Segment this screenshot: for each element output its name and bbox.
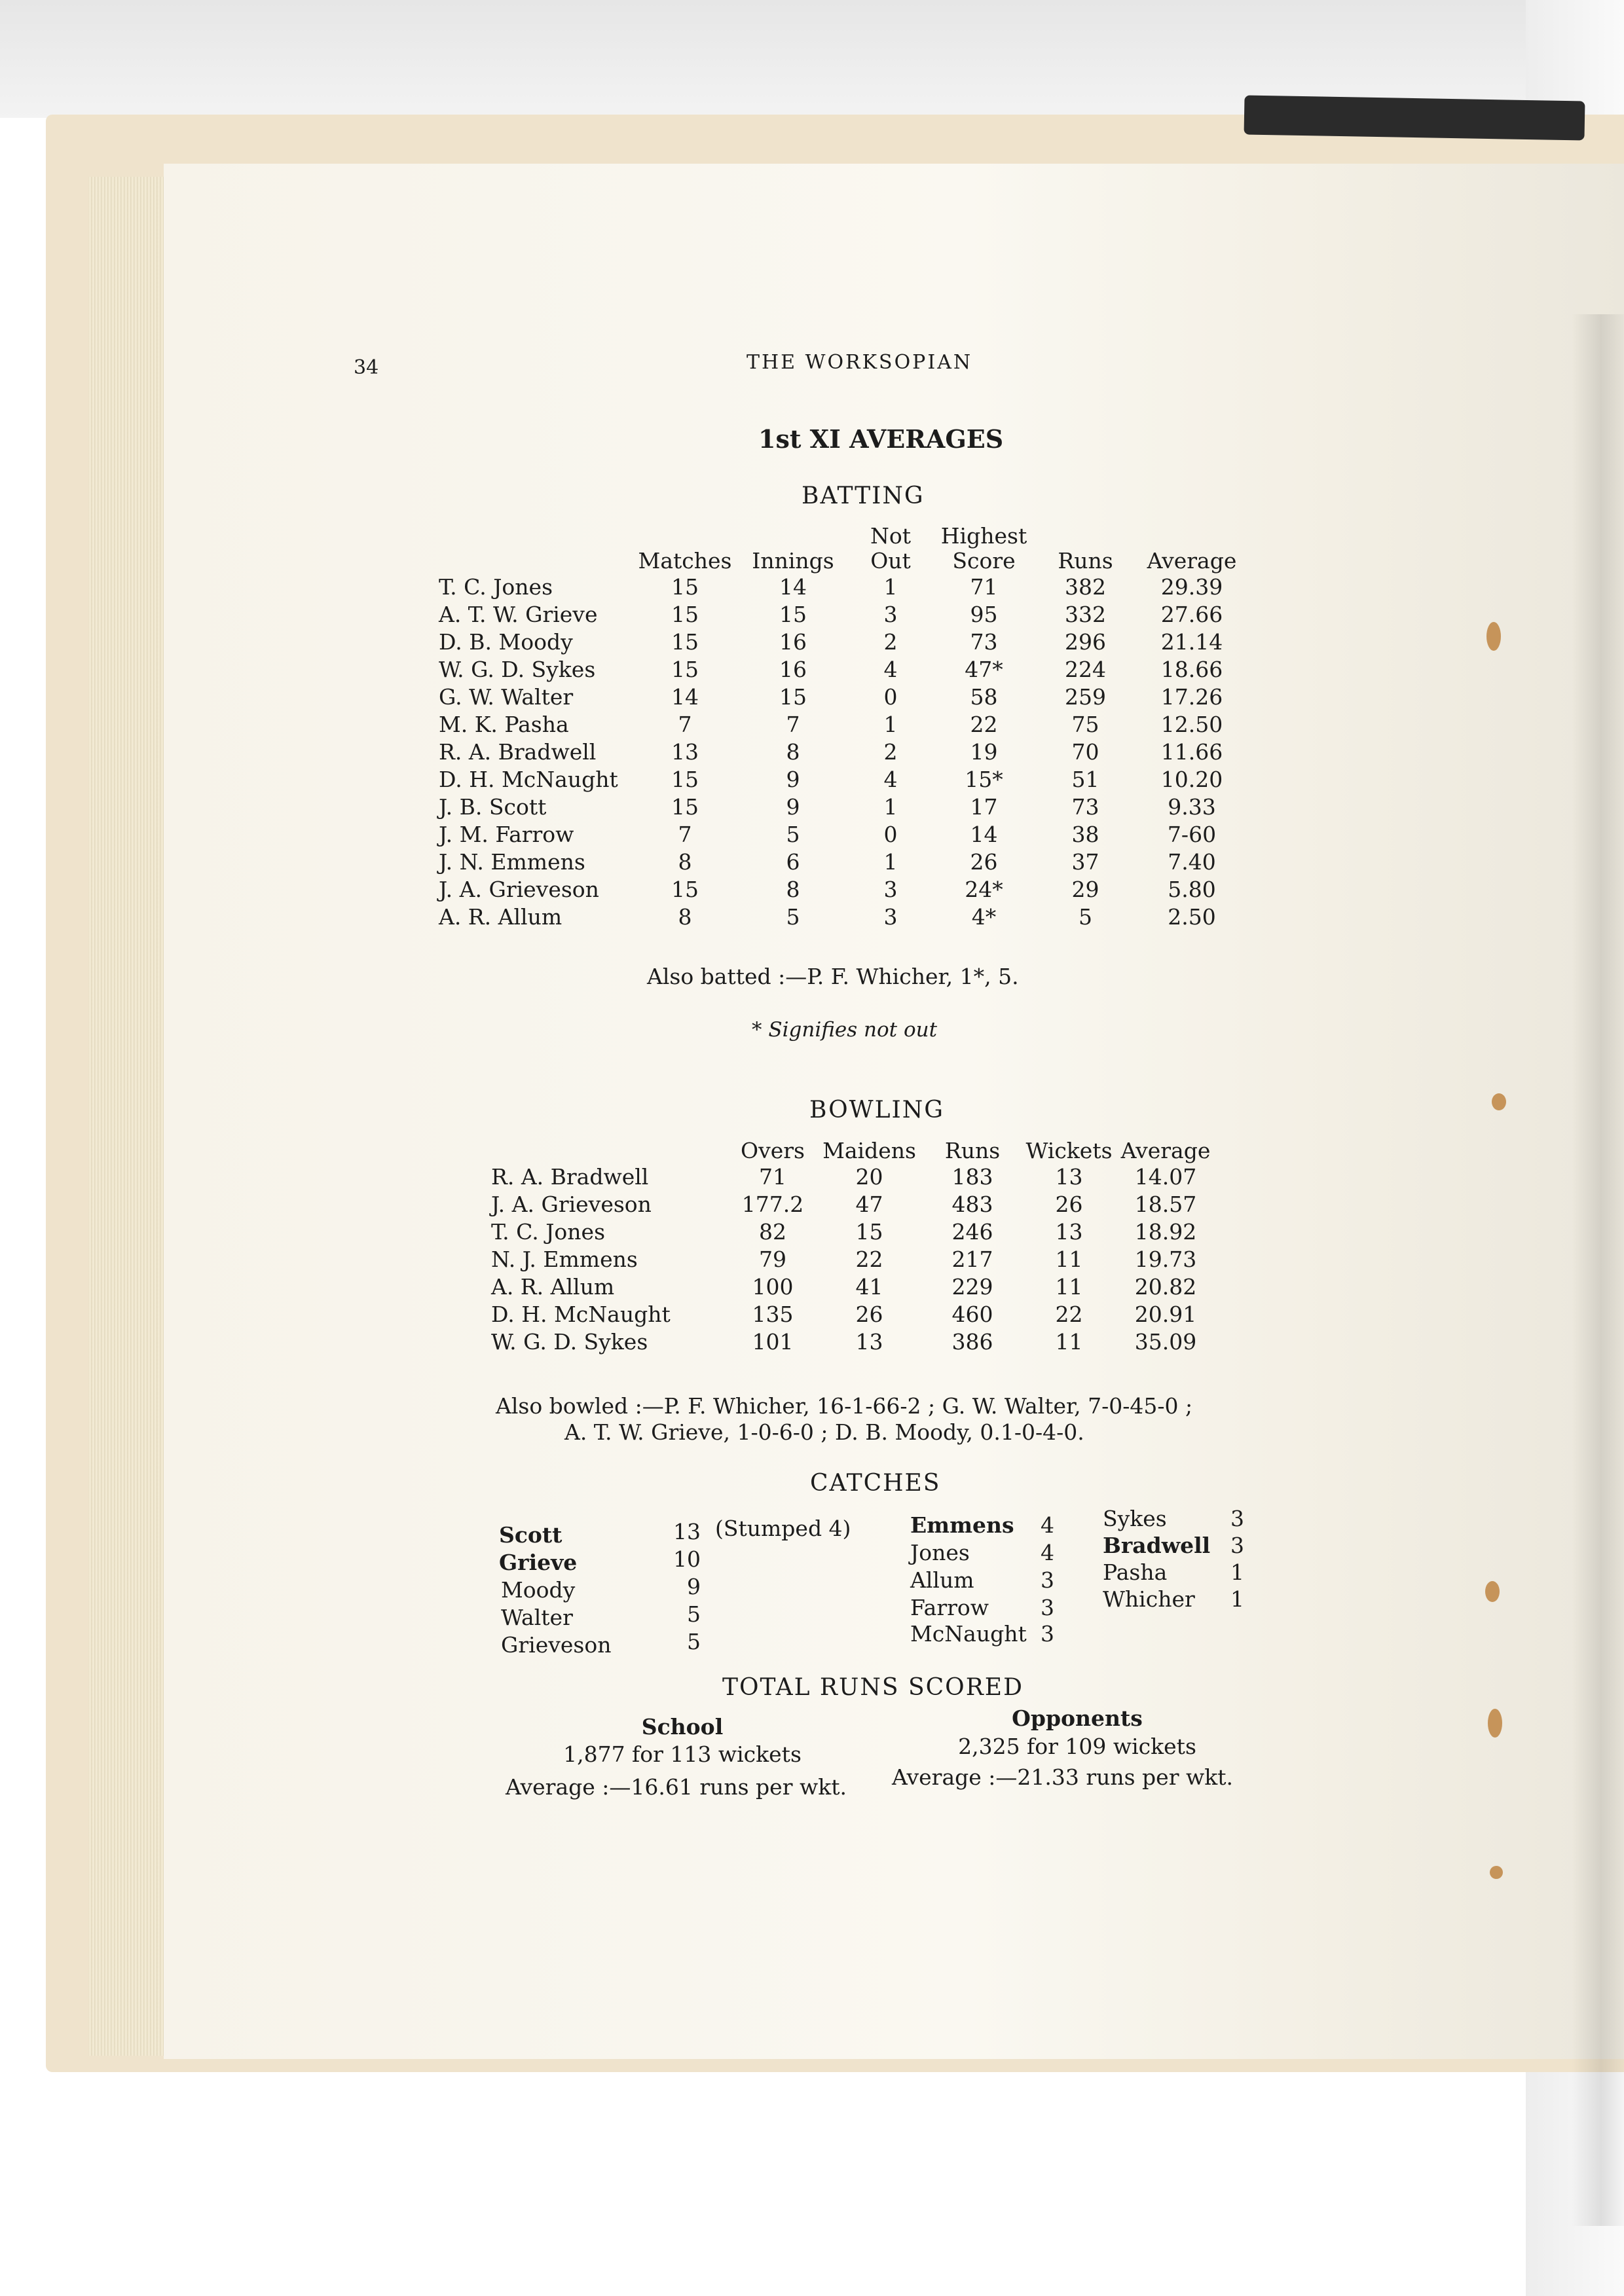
runs-cell: 246 <box>951 1219 993 1245</box>
catch-count: 3 <box>1041 1595 1054 1620</box>
batting-heading: BATTING <box>802 483 925 509</box>
average-cell: 20.91 <box>1134 1302 1197 1327</box>
col-maidens: Maidens <box>822 1138 916 1163</box>
table-row <box>491 1191 1211 1218</box>
also-batted-note: Also batted :—P. F. Whicher, 1*, 5. <box>647 964 1019 989</box>
col-highest-score: Highest Score <box>940 523 1027 574</box>
not-out-cell: 3 <box>883 904 898 930</box>
highest-cell: 14 <box>970 822 998 847</box>
average-cell: 18.92 <box>1134 1219 1197 1245</box>
player-name: T. C. Jones <box>491 1219 606 1245</box>
maidens-cell: 47 <box>855 1192 883 1217</box>
highest-cell: 58 <box>970 684 998 710</box>
player-name: T. C. Jones <box>439 574 553 600</box>
runs-cell: 5 <box>1079 904 1092 930</box>
catcher-name: McNaught <box>910 1621 1027 1647</box>
total-runs-heading: TOTAL RUNS SCORED <box>722 1674 1024 1701</box>
average-cell: 5.80 <box>1168 877 1216 902</box>
highest-cell: 22 <box>970 712 998 737</box>
overs-cell: 101 <box>752 1329 794 1355</box>
player-name: G. W. Walter <box>439 684 574 710</box>
player-name: A. R. Allum <box>491 1274 615 1300</box>
player-name: W. G. D. Sykes <box>439 657 596 682</box>
runs-cell: 29 <box>1071 877 1099 902</box>
col-runs: Runs <box>944 1138 1001 1163</box>
catch-count: 13 <box>673 1519 701 1544</box>
catcher-name: Sykes <box>1103 1506 1167 1531</box>
highest-cell: 71 <box>970 574 998 600</box>
not-out-cell: 4 <box>883 767 898 792</box>
runs-cell: 38 <box>1071 822 1099 847</box>
catcher-name: Jones <box>910 1540 970 1565</box>
not-out-cell: 4 <box>883 657 898 682</box>
school-runs: 1,877 for 113 wickets <box>563 1741 802 1767</box>
highest-cell: 17 <box>970 794 998 820</box>
runs-cell: 229 <box>951 1274 993 1300</box>
player-name: J. M. Farrow <box>439 822 574 847</box>
table-row <box>439 601 1251 629</box>
table-row <box>491 1246 1211 1273</box>
highest-cell: 4* <box>971 904 997 930</box>
player-name: D. H. McNaught <box>491 1302 671 1327</box>
col-matches: Matches <box>638 548 732 574</box>
page-title: 1st XI AVERAGES <box>758 424 1004 454</box>
catches-heading: CATCHES <box>810 1470 941 1497</box>
runs-cell: 259 <box>1065 684 1106 710</box>
bowling-table <box>491 1136 1211 1356</box>
average-cell: 19.73 <box>1134 1247 1197 1272</box>
table-row <box>439 876 1251 903</box>
average-cell: 2.50 <box>1168 904 1216 930</box>
table-row <box>491 1163 1211 1191</box>
overs-cell: 135 <box>752 1302 794 1327</box>
table-row <box>491 1273 1211 1301</box>
catcher-name: Scott <box>499 1522 563 1548</box>
opponents-label: Opponents <box>1012 1705 1143 1731</box>
matches-cell: 15 <box>671 602 699 627</box>
catch-count: 3 <box>1041 1621 1054 1647</box>
player-name: R. A. Bradwell <box>439 739 597 765</box>
innings-cell: 7 <box>786 712 800 737</box>
catch-count: 3 <box>1230 1506 1244 1531</box>
innings-cell: 9 <box>786 767 800 792</box>
player-name: J. A. Grieveson <box>491 1192 652 1217</box>
player-name: W. G. D. Sykes <box>491 1329 648 1355</box>
matches-cell: 15 <box>671 767 699 792</box>
matches-cell: 15 <box>671 574 699 600</box>
average-cell: 29.39 <box>1160 574 1223 600</box>
catcher-name: Pasha <box>1103 1559 1168 1585</box>
highest-cell: 95 <box>970 602 998 627</box>
innings-cell: 6 <box>786 849 800 875</box>
matches-cell: 8 <box>678 849 692 875</box>
player-name: J. B. Scott <box>439 794 547 820</box>
table-row <box>439 683 1251 711</box>
school-label: School <box>641 1714 724 1740</box>
catcher-name: Bradwell <box>1103 1533 1211 1558</box>
average-cell: 18.66 <box>1160 657 1223 682</box>
catch-count: 5 <box>687 1601 701 1627</box>
catch-count: 4 <box>1041 1512 1054 1538</box>
catcher-name: Allum <box>910 1567 974 1593</box>
average-cell: 21.14 <box>1160 629 1223 655</box>
maidens-cell: 13 <box>855 1329 883 1355</box>
highest-cell: 47* <box>965 657 1003 682</box>
table-row <box>491 1218 1211 1246</box>
player-name: D. H. McNaught <box>439 767 618 792</box>
wickets-cell: 22 <box>1055 1302 1083 1327</box>
runs-cell: 460 <box>951 1302 993 1327</box>
innings-cell: 5 <box>786 904 800 930</box>
catcher-name: Moody <box>501 1577 576 1603</box>
wickets-cell: 13 <box>1055 1164 1083 1190</box>
average-cell: 12.50 <box>1160 712 1223 737</box>
col-not-out: Not Out <box>870 523 911 574</box>
not-out-cell: 0 <box>883 684 898 710</box>
not-out-cell: 3 <box>883 877 898 902</box>
batting-table <box>439 524 1251 931</box>
wickets-cell: 11 <box>1055 1274 1083 1300</box>
opponents-runs: 2,325 for 109 wickets <box>958 1734 1196 1759</box>
wickets-cell: 13 <box>1055 1219 1083 1245</box>
average-cell: 11.66 <box>1160 739 1223 765</box>
average-cell: 9.33 <box>1168 794 1216 820</box>
matches-cell: 8 <box>678 904 692 930</box>
average-cell: 27.66 <box>1160 602 1223 627</box>
innings-cell: 15 <box>779 602 807 627</box>
col-innings: Innings <box>752 548 834 574</box>
wickets-cell: 11 <box>1055 1329 1083 1355</box>
also-bowled-line-1: Also bowled :—P. F. Whicher, 16-1-66-2 ; G. W. Walter, 7-0-45-0 ; <box>496 1393 1193 1419</box>
catch-count: 1 <box>1230 1559 1244 1585</box>
average-cell: 20.82 <box>1134 1274 1197 1300</box>
publication-title: THE WORKSOPIAN <box>747 351 973 374</box>
wickets-cell: 26 <box>1055 1192 1083 1217</box>
table-row <box>439 821 1251 848</box>
runs-cell: 75 <box>1071 712 1099 737</box>
not-out-cell: 1 <box>883 794 898 820</box>
runs-cell: 73 <box>1071 794 1099 820</box>
catch-count: 4 <box>1041 1540 1054 1565</box>
overs-cell: 177.2 <box>741 1192 804 1217</box>
foxing-stain <box>1490 1866 1503 1879</box>
runs-cell: 70 <box>1071 739 1099 765</box>
table-row <box>439 656 1251 683</box>
catch-count: 1 <box>1230 1586 1244 1612</box>
maidens-cell: 20 <box>855 1164 883 1190</box>
average-cell: 18.57 <box>1134 1192 1197 1217</box>
player-name: A. R. Allum <box>439 904 563 930</box>
table-row <box>439 738 1251 766</box>
not-out-cell: 2 <box>883 739 898 765</box>
catch-count: 3 <box>1230 1533 1244 1558</box>
not-out-cell: 1 <box>883 712 898 737</box>
matches-cell: 15 <box>671 629 699 655</box>
catcher-name: Farrow <box>910 1595 989 1620</box>
catcher-name: Whicher <box>1103 1586 1195 1612</box>
page-stack-edge <box>88 177 167 2056</box>
highest-cell: 24* <box>965 877 1003 902</box>
table-row <box>439 903 1251 931</box>
wickets-cell: 11 <box>1055 1247 1083 1272</box>
average-cell: 7.40 <box>1168 849 1216 875</box>
runs-cell: 483 <box>951 1192 993 1217</box>
not-out-cell: 3 <box>883 602 898 627</box>
runs-cell: 37 <box>1071 849 1099 875</box>
col-average: Average <box>1120 1138 1211 1163</box>
overs-cell: 71 <box>759 1164 786 1190</box>
highest-cell: 15* <box>965 767 1003 792</box>
opponents-average: Average :—21.33 runs per wkt. <box>892 1764 1233 1790</box>
school-average: Average :—16.61 runs per wkt. <box>506 1774 847 1800</box>
not-out-footnote: * Signifies not out <box>752 1018 938 1042</box>
catcher-name: Walter <box>501 1605 573 1630</box>
runs-cell: 382 <box>1065 574 1106 600</box>
innings-cell: 16 <box>779 657 807 682</box>
not-out-cell: 0 <box>883 822 898 847</box>
maidens-cell: 15 <box>855 1219 883 1245</box>
table-row <box>491 1301 1211 1328</box>
matches-cell: 7 <box>678 822 692 847</box>
player-name: J. N. Emmens <box>439 849 585 875</box>
average-cell: 7-60 <box>1167 822 1217 847</box>
also-bowled-line-2: A. T. W. Grieve, 1-0-6-0 ; D. B. Moody, 0.1-0-4-0. <box>564 1419 1084 1445</box>
bowling-heading: BOWLING <box>809 1097 945 1123</box>
overs-cell: 79 <box>759 1247 786 1272</box>
book-cover-edge <box>1244 95 1585 140</box>
stumped-note: (Stumped 4) <box>715 1516 851 1541</box>
innings-cell: 16 <box>779 629 807 655</box>
average-cell: 35.09 <box>1134 1329 1197 1355</box>
page-number: 34 <box>354 356 379 379</box>
table-row <box>439 711 1251 738</box>
foxing-stain <box>1492 1093 1506 1110</box>
player-name: M. K. Pasha <box>439 712 569 737</box>
foxing-stain <box>1485 1581 1500 1602</box>
overs-cell: 82 <box>759 1219 786 1245</box>
foxing-stain <box>1486 622 1501 651</box>
average-cell: 10.20 <box>1160 767 1223 792</box>
player-name: R. A. Bradwell <box>491 1164 649 1190</box>
matches-cell: 7 <box>678 712 692 737</box>
highest-cell: 73 <box>970 629 998 655</box>
table-row <box>491 1328 1211 1356</box>
overs-cell: 100 <box>752 1274 794 1300</box>
col-overs: Overs <box>741 1138 805 1163</box>
maidens-cell: 41 <box>855 1274 883 1300</box>
player-name: A. T. W. Grieve <box>439 602 598 627</box>
player-name: N. J. Emmens <box>491 1247 638 1272</box>
catch-count: 3 <box>1041 1567 1054 1593</box>
table-row <box>439 766 1251 793</box>
innings-cell: 5 <box>786 822 800 847</box>
table-row <box>439 848 1251 876</box>
catch-count: 10 <box>673 1546 701 1572</box>
maidens-cell: 26 <box>855 1302 883 1327</box>
col-runs: Runs <box>1058 548 1113 574</box>
table-row <box>439 793 1251 821</box>
catcher-name: Grieveson <box>501 1632 612 1658</box>
foxing-stain <box>1488 1709 1502 1738</box>
innings-cell: 15 <box>779 684 807 710</box>
runs-cell: 51 <box>1071 767 1099 792</box>
col-wickets: Wickets <box>1025 1138 1113 1163</box>
runs-cell: 224 <box>1065 657 1106 682</box>
matches-cell: 14 <box>671 684 699 710</box>
maidens-cell: 22 <box>855 1247 883 1272</box>
runs-cell: 386 <box>951 1329 993 1355</box>
matches-cell: 15 <box>671 657 699 682</box>
table-row <box>439 629 1251 656</box>
col-average: Average <box>1147 548 1237 574</box>
catch-count: 5 <box>687 1629 701 1654</box>
matches-cell: 15 <box>671 877 699 902</box>
matches-cell: 15 <box>671 794 699 820</box>
catcher-name: Emmens <box>910 1512 1014 1538</box>
not-out-cell: 1 <box>883 574 898 600</box>
innings-cell: 9 <box>786 794 800 820</box>
highest-cell: 19 <box>970 739 998 765</box>
runs-cell: 183 <box>951 1164 993 1190</box>
player-name: D. B. Moody <box>439 629 573 655</box>
matches-cell: 13 <box>671 739 699 765</box>
innings-cell: 14 <box>779 574 807 600</box>
catch-count: 9 <box>687 1574 701 1599</box>
not-out-cell: 2 <box>883 629 898 655</box>
runs-cell: 296 <box>1065 629 1106 655</box>
runs-cell: 217 <box>951 1247 993 1272</box>
average-cell: 14.07 <box>1134 1164 1197 1190</box>
not-out-cell: 1 <box>883 849 898 875</box>
table-row <box>439 574 1251 601</box>
gutter-shadow <box>1572 314 1624 2226</box>
highest-cell: 26 <box>970 849 998 875</box>
player-name: J. A. Grieveson <box>439 877 599 902</box>
runs-cell: 332 <box>1065 602 1106 627</box>
innings-cell: 8 <box>786 877 800 902</box>
average-cell: 17.26 <box>1160 684 1223 710</box>
catcher-name: Grieve <box>499 1550 578 1575</box>
innings-cell: 8 <box>786 739 800 765</box>
